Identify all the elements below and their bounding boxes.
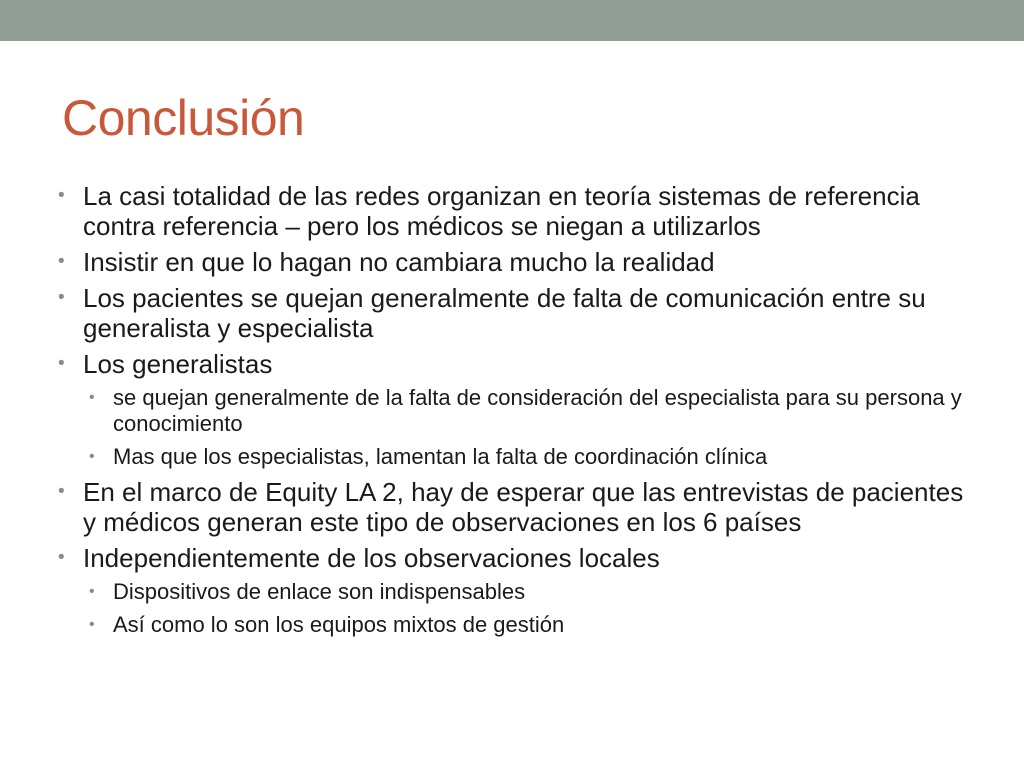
sub-bullet-icon: •	[89, 448, 95, 465]
slide-content	[58, 181, 973, 645]
top-band	[0, 0, 1024, 41]
bullet-icon: •	[58, 287, 65, 308]
sub-bullet-icon: •	[89, 389, 95, 406]
sub-bullet-icon: •	[89, 616, 95, 633]
sub-bullet-item	[58, 444, 973, 470]
sub-bullet-item	[58, 579, 973, 605]
sub-bullet-text: Así como lo son los equipos mixtos de gestión	[113, 612, 565, 637]
sub-list-6	[58, 579, 973, 638]
sub-list-4	[58, 385, 973, 470]
sub-bullet-icon: •	[89, 583, 95, 600]
bullet-text: Los generalistas	[83, 349, 273, 379]
bullet-item-1	[58, 181, 973, 241]
bullet-item-5	[58, 477, 973, 537]
bullet-item-2	[58, 247, 973, 277]
bullet-icon: •	[58, 251, 65, 272]
bullet-text: Independientemente de los observaciones locales	[83, 543, 660, 573]
sub-bullet-item	[58, 385, 973, 437]
bullet-text: En el marco de Equity LA 2, hay de esperar que las entrevistas de pacientes y médicos generan este tipo de observaciones en los 6 países	[83, 477, 964, 537]
slide-title: Conclusión	[62, 90, 305, 146]
bullet-text: Insistir en que lo hagan no cambiara mucho la realidad	[83, 247, 715, 277]
bullet-icon: •	[58, 185, 65, 206]
bullet-text: La casi totalidad de las redes organizan en teoría sistemas de referencia contra referencia – pero los médicos se niegan a utilizarlos	[83, 181, 920, 241]
bullet-item-3	[58, 283, 973, 343]
bullet-text: Los pacientes se quejan generalmente de falta de comunicación entre su generalista y especialista	[83, 283, 926, 343]
bullet-item-6	[58, 543, 973, 573]
sub-bullet-text: Mas que los especialistas, lamentan la falta de coordinación clínica	[113, 444, 768, 469]
bullet-icon: •	[58, 547, 65, 568]
bullet-list	[58, 181, 973, 638]
bullet-item-4	[58, 349, 973, 379]
bullet-icon: •	[58, 481, 65, 502]
sub-bullet-item	[58, 612, 973, 638]
sub-bullet-text: se quejan generalmente de la falta de consideración del especialista para su persona y conocimiento	[113, 385, 962, 436]
bullet-icon: •	[58, 353, 65, 374]
sub-bullet-text: Dispositivos de enlace son indispensables	[113, 579, 526, 604]
